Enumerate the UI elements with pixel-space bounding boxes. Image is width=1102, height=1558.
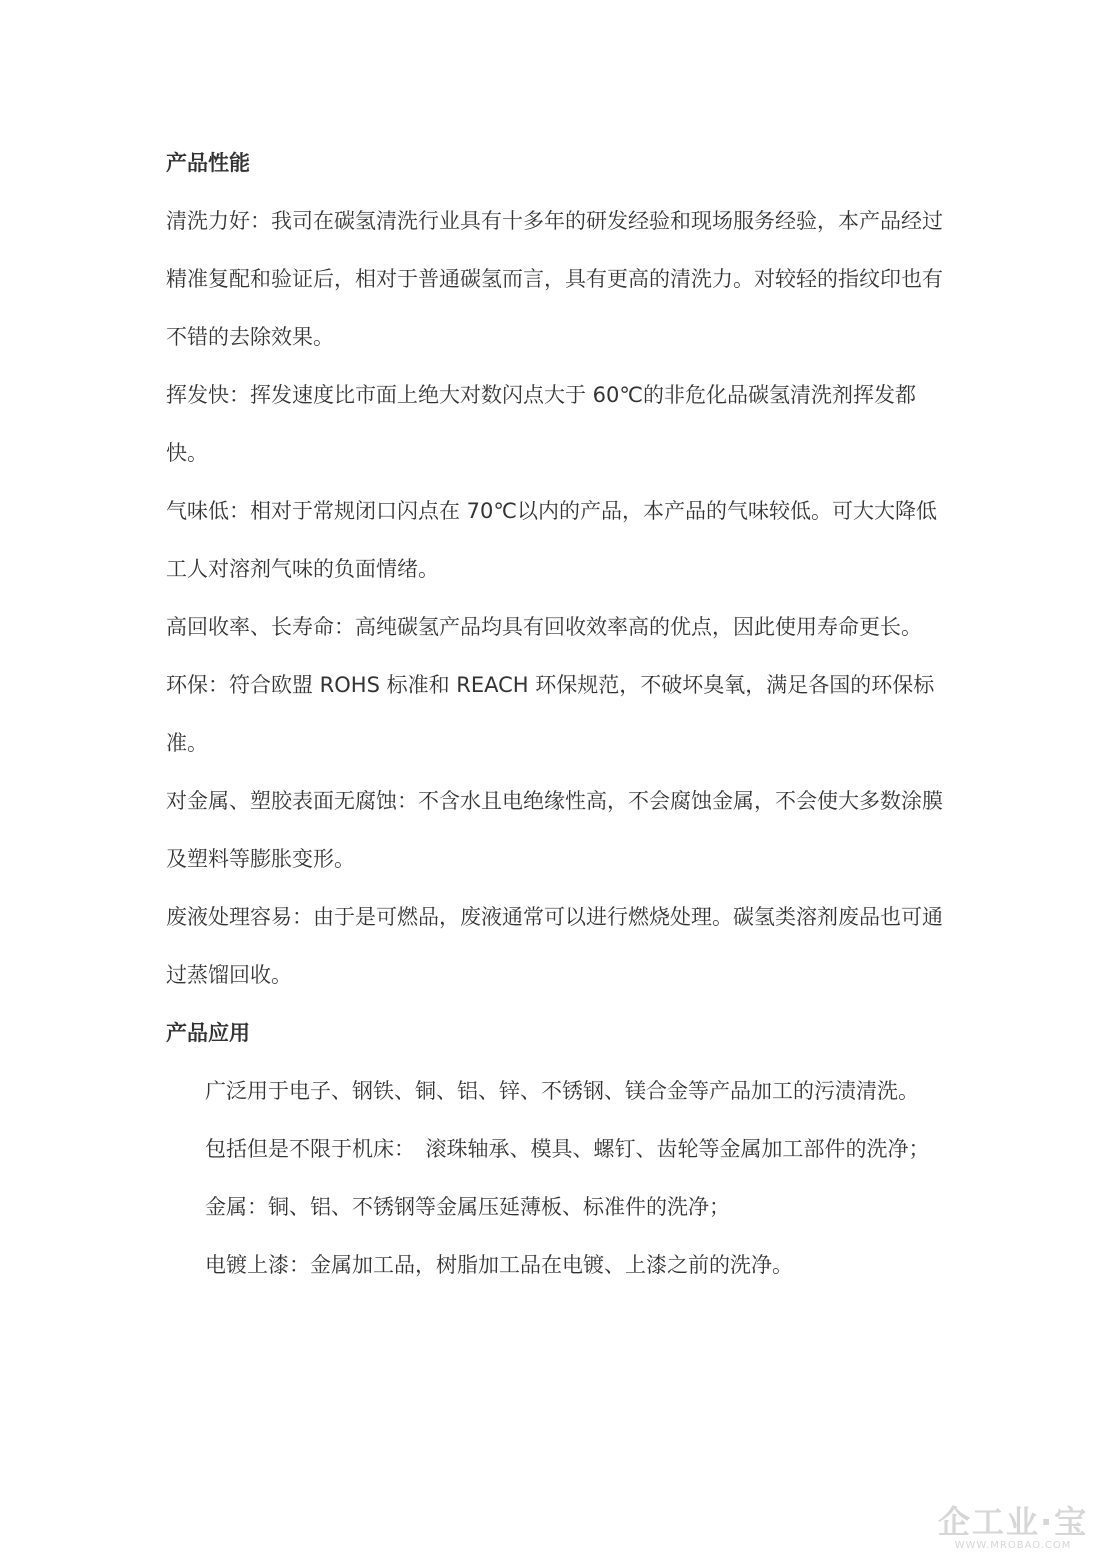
performance-waste-disposal: 废液处理容易：由于是可燃品，废液通常可以进行燃烧处理。碳氢类溶剂废品也可通过蒸馏回收。 (166, 905, 943, 987)
performance-environmental: 环保：符合欧盟 ROHS 标准和 REACH 环保规范，不破坏臭氧，满足各国的环保标准。 (166, 673, 935, 755)
performance-fast-evaporation: 挥发快：挥发速度比市面上绝大对数闪点大于 60℃的非危化品碳氢清洗剂挥发都快。 (166, 383, 916, 465)
performance-non-corrosive: 对金属、塑胶表面无腐蚀：不含水且电绝缘性高，不会腐蚀金属，不会使大多数涂膜及塑料等膨胀变形。 (166, 789, 943, 871)
application-plating: 电镀上漆：金属加工品，树脂加工品在电镀、上漆之前的洗净。 (205, 1253, 793, 1277)
watermark-logo: 企工业·宝 (938, 1503, 1089, 1541)
document-content (166, 134, 946, 1294)
application-list (166, 1062, 946, 1294)
performance-low-odor: 气味低：相对于常规闭口闪点在 70℃以内的产品，本产品的气味较低。可大大降低工人对溶剂气味的负面情绪。 (166, 499, 937, 581)
watermark (938, 1504, 1088, 1552)
application-machinery: 包括但是不限于机床： 滚珠轴承、模具、螺钉、齿轮等金属加工部件的洗净；金属：铜、铝、不锈钢等金属压延薄板、标准件的洗净； (205, 1137, 930, 1219)
watermark-url: WWW.MROBAO.COM (954, 1540, 1072, 1551)
performance-heading: 产品性能 (166, 151, 250, 175)
application-scope: 广泛用于电子、钢铁、铜、铝、锌、不锈钢、镁合金等产品加工的污渍清洗。 (205, 1079, 919, 1103)
performance-cleaning-power: 清洗力好：我司在碳氢清洗行业具有十多年的研发经验和现场服务经验，本产品经过精准复配和验证后，相对于普通碳氢而言，具有更高的清洗力。对较轻的指纹印也有不错的去除效果。 (166, 209, 943, 349)
application-heading: 产品应用 (166, 1021, 250, 1045)
performance-high-recovery: 高回收率、长寿命：高纯碳氢产品均具有回收效率高的优点，因此使用寿命更长。 (166, 615, 922, 639)
